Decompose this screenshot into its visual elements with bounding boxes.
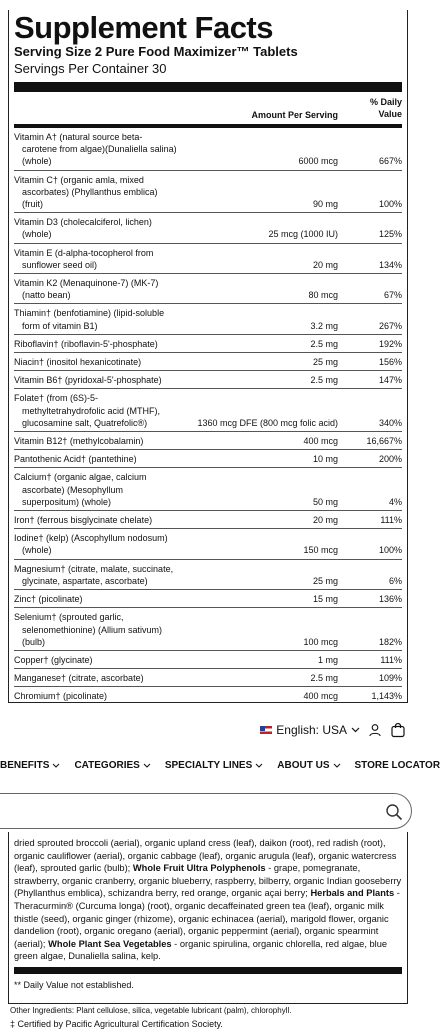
table-row: [14, 468, 402, 511]
table-row: [14, 511, 402, 529]
nutrient-name: Vitamin K2 (Menaquinone-7) (MK-7) (natto bean): [14, 278, 159, 301]
nutrient-daily-value: 147%: [378, 375, 402, 386]
table-row: [14, 274, 402, 304]
nutrient-name: Thiamin† (benfotiamine) (lipid-soluble form of vitamin B1): [14, 308, 165, 331]
chevron-down-icon: [255, 763, 263, 768]
nutrient-name: Iron† (ferrous bisglycinate chelate): [14, 515, 153, 526]
nutrient-amount: 90 mg: [312, 199, 338, 210]
nutrient-daily-value: 67%: [383, 290, 402, 301]
ingredients-panel: [8, 832, 408, 1004]
other-ingredients: Other Ingredients: Plant cellulose, silica, vegetable lubricant (palm), chlorophyll.: [10, 1006, 292, 1015]
table-row: [14, 128, 402, 171]
nutrient-table: [14, 128, 402, 746]
table-row: [14, 450, 402, 468]
nutrient-amount: 25 mg: [312, 575, 338, 586]
table-row: [14, 389, 402, 432]
table-row: [14, 371, 402, 389]
nutrient-name: Magnesium† (citrate, malate, succinate, glycinate, aspartate, ascorbate): [14, 563, 174, 586]
nutrient-amount: 2.5 mg: [310, 375, 338, 386]
nutrient-amount: 6000 mcg: [298, 156, 338, 167]
nutrient-amount: 1 mg: [317, 654, 338, 665]
nutrient-daily-value: 192%: [378, 338, 402, 349]
nutrient-daily-value: 16,667%: [366, 436, 402, 447]
us-flag-icon: [260, 726, 272, 734]
nav-benefits[interactable]: BENEFITS: [0, 760, 60, 771]
table-row: [14, 353, 402, 371]
daily-value-header: % Daily Value: [369, 97, 402, 119]
nutrient-daily-value: 111%: [380, 515, 402, 526]
nutrient-daily-value: 200%: [378, 454, 402, 465]
chevron-down-icon: [351, 727, 360, 733]
nutrient-name: Selenium† (sprouted garlic, selenomethionine) (Allium sativum) (bulb): [14, 612, 163, 647]
nutrient-daily-value: 125%: [378, 229, 402, 240]
chevron-down-icon: [143, 763, 151, 768]
nutrient-daily-value: 6%: [388, 575, 402, 586]
table-row: [14, 213, 402, 243]
nutrient-name: Vitamin B6† (pyridoxal-5'-phosphate): [14, 375, 162, 386]
column-header: [14, 92, 402, 128]
divider-thick: [14, 82, 402, 92]
nav-categories[interactable]: CATEGORIES: [74, 760, 150, 771]
language-label: English: USA: [276, 723, 347, 737]
nutrient-daily-value: 267%: [378, 320, 402, 331]
table-row: [14, 669, 402, 687]
nutrient-name: Calcium† (organic algae, calcium ascorbate) (Mesophyllum superpositum) (whole): [14, 472, 147, 507]
table-row: [14, 335, 402, 353]
certification-note: ‡ Certified by Pacific Agricultural Certification Society.: [10, 1019, 223, 1029]
account-icon[interactable]: [368, 723, 382, 737]
supplement-facts-panel: [8, 10, 408, 703]
cart-icon[interactable]: [390, 722, 406, 738]
nutrient-name: Vitamin A† (natural source beta- carotene from algae)(Dunaliella salina) (whole): [14, 132, 177, 167]
nutrient-daily-value: 340%: [378, 417, 402, 428]
nutrient-name: Folate† (from (6S)-5- methyltetrahydrofolic acid (MTHF), glucosamine salt, Quatrefolic®): [14, 393, 161, 428]
nutrient-daily-value: 156%: [378, 357, 402, 368]
table-row: [14, 651, 402, 669]
table-row: [14, 608, 402, 651]
amount-header: Amount Per Serving: [251, 110, 338, 120]
nutrient-amount: 100 mcg: [303, 636, 338, 647]
nutrient-amount: 50 mg: [312, 496, 338, 507]
ingredients-text: dried sprouted broccoli (aerial), organic upland cress (leaf), daikon (root), red radish (root), organic cauliflower (aerial), organic cabbage (leaf), organic arugula (leaf), organic watercress (leaf), sprouted garlic (bulb); Whole Fruit Ultra Polyphenols - grape, pomegranate, strawberry, organic cranberry, organic blueberry, raspberry, bilberry, organic Indian gooseberry (Phyllanthus emblica), schizandra berry, red orange, organic açai berry; Herbals and Plants - Theracurmin® (Curcuma longa) (root), organic decaffeinated green tea (leaf), organic milk thistle (seed), organic ginger (rhizome), organic echinacea (aerial), marigold flower, organic dandelion (root), organic oregano (aerial), organic peppermint (aerial), organic spearmint (aerial); Whole Plant Sea Vegetables - organic spirulina, organic chlorella, red algae, blue green algae, Dunaliella salina, kelp.: [14, 838, 402, 962]
nutrient-name: Vitamin E (d-alpha-tocopherol from sunflower seed oil): [14, 247, 154, 270]
servings-per-container: Servings Per Container 30: [14, 61, 167, 76]
daily-value-note: ** Daily Value not established.: [14, 979, 134, 990]
nav-about-us[interactable]: ABOUT US: [277, 760, 340, 771]
chevron-down-icon: [333, 763, 341, 768]
nutrient-amount: 10 mg: [312, 454, 338, 465]
nutrient-daily-value: 111%: [380, 654, 402, 665]
nav-specialty-lines[interactable]: SPECIALTY LINES: [165, 760, 263, 771]
table-row: [14, 171, 402, 214]
nutrient-name: Vitamin B12† (methylcobalamin): [14, 436, 144, 447]
nutrient-daily-value: 4%: [388, 496, 402, 507]
nav-store-locator[interactable]: STORE LOCATOR: [354, 760, 440, 771]
nutrient-amount: 80 mcg: [308, 290, 338, 301]
nutrient-name: Pantothenic Acid† (pantethine): [14, 454, 137, 465]
table-row: [14, 560, 402, 590]
nutrient-amount: 1360 mcg DFE (800 mcg folic acid): [197, 417, 338, 428]
nutrient-amount: 25 mg: [312, 357, 338, 368]
header-topbar: [260, 722, 406, 738]
nutrient-amount: 150 mcg: [303, 545, 338, 556]
nutrient-amount: 2.5 mg: [310, 673, 338, 684]
main-nav: [0, 760, 440, 771]
nutrient-daily-value: 1,143%: [371, 691, 402, 702]
nutrient-daily-value: 134%: [378, 259, 402, 270]
nutrient-amount: 400 mcg: [303, 691, 338, 702]
search-input[interactable]: [0, 793, 412, 829]
language-selector[interactable]: [260, 723, 360, 737]
nutrient-daily-value: 100%: [378, 545, 402, 556]
nutrient-name: Manganese† (citrate, ascorbate): [14, 673, 144, 684]
nutrient-name: Riboflavin† (riboflavin-5'-phosphate): [14, 338, 158, 349]
nutrient-daily-value: 100%: [378, 199, 402, 210]
nutrient-name: Zinc† (picolinate): [14, 594, 83, 605]
nutrient-name: Chromium† (picolinate): [14, 691, 108, 702]
search-icon[interactable]: [385, 803, 403, 821]
nutrient-name: Iodine† (kelp) (Ascophyllum nodosum) (whole): [14, 533, 168, 556]
chevron-down-icon: [52, 763, 60, 768]
nutrient-amount: 20 mg: [312, 259, 338, 270]
table-row: [14, 244, 402, 274]
nutrient-daily-value: 182%: [378, 636, 402, 647]
nutrient-daily-value: 667%: [378, 156, 402, 167]
nutrient-amount: 3.2 mg: [310, 320, 338, 331]
nutrient-daily-value: 109%: [378, 673, 402, 684]
nutrient-amount: 400 mcg: [303, 436, 338, 447]
nutrient-amount: 20 mg: [312, 515, 338, 526]
nutrient-name: Niacin† (inositol hexanicotinate): [14, 357, 142, 368]
nutrient-daily-value: 136%: [378, 594, 402, 605]
nutrient-name: Copper† (glycinate): [14, 654, 93, 665]
site-header: [0, 704, 440, 832]
nutrient-amount: 2.5 mg: [310, 338, 338, 349]
table-row: [14, 432, 402, 450]
nutrient-name: Vitamin D3 (cholecalciferol, lichen) (whole): [14, 217, 152, 240]
table-row: [14, 590, 402, 608]
nutrient-amount: 15 mg: [312, 594, 338, 605]
divider-thick: [14, 967, 402, 974]
serving-size: Serving Size 2 Pure Food Maximizer™ Tablets: [14, 44, 298, 59]
nutrient-amount: 25 mcg (1000 IU): [268, 229, 338, 240]
table-row: [14, 529, 402, 559]
table-row: [14, 304, 402, 334]
nutrient-name: Vitamin C† (organic amla, mixed ascorbates) (Phyllanthus emblica) (fruit): [14, 174, 158, 210]
panel-title: Supplement Facts: [14, 10, 273, 45]
